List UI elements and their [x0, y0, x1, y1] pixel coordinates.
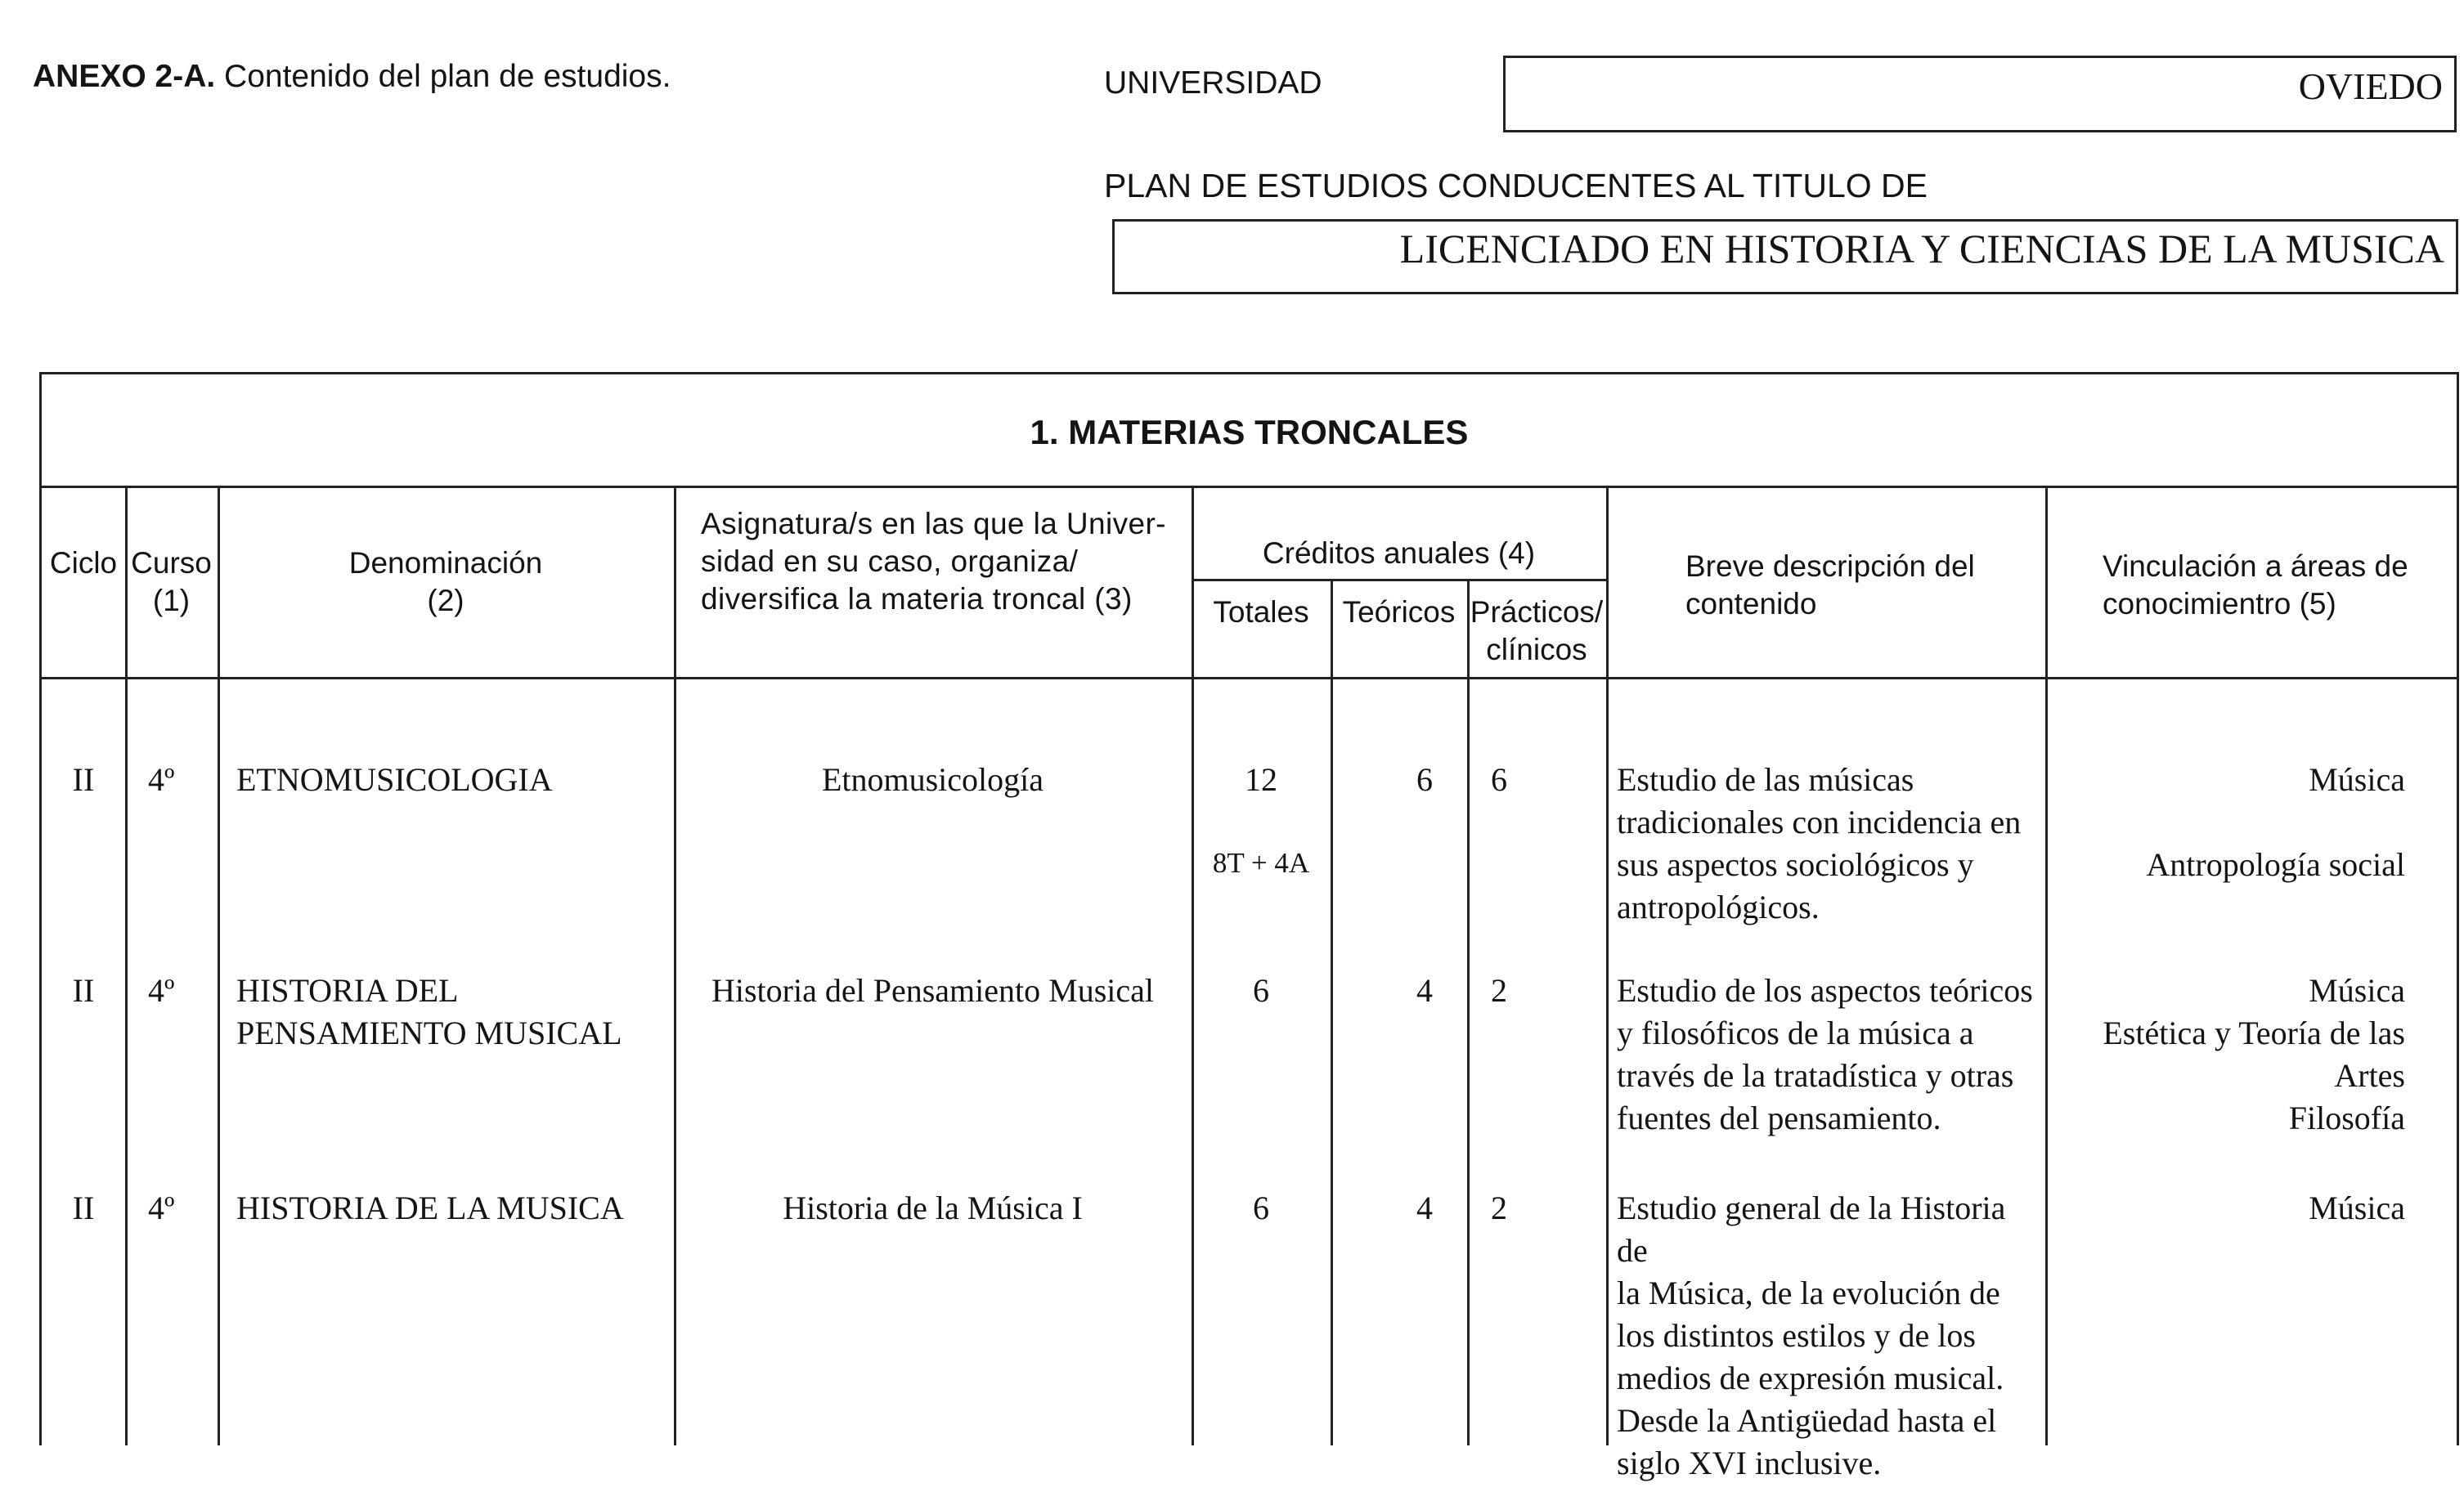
col-header-descripcion-line: Breve descripción del: [1685, 549, 1975, 583]
plan-label: PLAN DE ESTUDIOS CONDUCENTES AL TITULO DE: [1104, 167, 1928, 204]
col-header-denominacion-line: (2): [427, 584, 465, 617]
row1-practicos: 6: [1491, 761, 1507, 798]
header-bottom-divider: [42, 677, 2457, 679]
row2-denominacion-line: PENSAMIENTO MUSICAL: [236, 1015, 622, 1051]
row1-descripcion-line: antropológicos.: [1617, 889, 1820, 925]
row3-teoricos: 4: [1416, 1190, 1433, 1226]
col-header-vinculacion-line: conocimientro (5): [2103, 587, 2336, 621]
col-header-denominacion-line: Denominación: [348, 546, 543, 580]
col-divider-teoricos: [1467, 579, 1470, 1445]
row2-teoricos: 4: [1416, 972, 1433, 1009]
annex-heading: [33, 59, 671, 95]
row2-denominacion-line: HISTORIA DEL: [236, 972, 459, 1009]
row3-descripcion-line: siglo XVI inclusive.: [1617, 1445, 1882, 1481]
row2-descripcion-line: través de la tratadística y otras: [1617, 1057, 2014, 1094]
col-header-practicos-line: clínicos: [1486, 633, 1587, 666]
row3-descripcion-line: los distintos estilos y de los: [1617, 1317, 1976, 1354]
row1-asignatura: Etnomusicología: [821, 761, 1044, 798]
creditos-subheader-divider: [1192, 579, 1606, 581]
row1-area: Antropología social: [2146, 846, 2405, 883]
row3-asignatura: Historia de la Música I: [783, 1190, 1083, 1226]
row1-teoricos: 6: [1416, 761, 1433, 798]
row2-ciclo: II: [72, 972, 95, 1009]
row3-descripcion-line: Desde la Antigüedad hasta el: [1617, 1402, 1997, 1439]
col-header-descripcion: [1685, 548, 2037, 623]
row1-descripcion: [1617, 759, 2042, 929]
col-divider-curso: [218, 486, 220, 1445]
row2-descripcion: [1617, 970, 2042, 1140]
degree-title-box: [1112, 219, 2458, 294]
col-header-asignaturas-line: Asignatura/s en las que la Univer-: [701, 507, 1166, 540]
row3-curso: 4º: [148, 1190, 175, 1226]
row1-area: Música: [2309, 761, 2405, 798]
row2-practicos: 2: [1491, 972, 1507, 1009]
row2-descripcion-line: y filosóficos de la música a: [1617, 1015, 1974, 1051]
col-header-ciclo: Ciclo: [49, 546, 118, 580]
col-divider-descripcion: [2045, 486, 2048, 1445]
row2-curso: 4º: [148, 972, 175, 1009]
col-header-denominacion: [218, 544, 674, 620]
col-divider-ciclo: [125, 486, 128, 1445]
col-header-practicos: [1467, 594, 1606, 669]
col-header-descripcion-line: contenido: [1685, 587, 1817, 621]
col-header-curso-line: (1): [152, 584, 191, 617]
col-header-totales: Totales: [1213, 595, 1309, 629]
row3-ciclo: II: [72, 1190, 95, 1226]
row3-descripcion-line: Estudio general de la Historia de: [1617, 1190, 2006, 1269]
row3-descripcion-line: medios de expresión musical.: [1617, 1360, 2004, 1396]
col-divider-denominacion: [674, 486, 676, 1445]
row3-descripcion: [1617, 1187, 2042, 1485]
section-title: 1. MATERIAS TRONCALES: [1030, 413, 1469, 451]
row1-areas: [2053, 759, 2405, 886]
annex-title: Contenido del plan de estudios.: [224, 59, 671, 94]
row1-descripcion-line: tradicionales con incidencia en: [1617, 804, 2022, 840]
col-divider-totales: [1331, 579, 1333, 1445]
row1-descripcion-line: Estudio de las músicas: [1617, 761, 1914, 798]
materias-troncales-table: [39, 372, 2459, 1481]
row1-totales-note: 8T + 4A: [1212, 847, 1310, 879]
annex-label: ANEXO 2-A.: [33, 59, 216, 94]
col-header-asignaturas: [701, 505, 1192, 618]
col-header-creditos: Créditos anuales (4): [1262, 536, 1536, 570]
row3-totales: 6: [1253, 1190, 1269, 1226]
row1-denominacion: ETNOMUSICOLOGIA: [236, 761, 553, 798]
row2-area: Filosofía: [2288, 1100, 2405, 1136]
row2-area: Estética y Teoría de las: [2103, 1015, 2405, 1051]
row3-area: Música: [2309, 1190, 2405, 1226]
col-divider-practicos: [1606, 486, 1609, 1445]
col-header-curso-line: Curso: [131, 546, 212, 580]
row2-descripcion-line: fuentes del pensamiento.: [1617, 1100, 1941, 1136]
row2-denominacion: [236, 970, 622, 1055]
row3-denominacion: HISTORIA DE LA MUSICA: [236, 1190, 624, 1226]
row1-totales: 12: [1245, 761, 1277, 798]
col-header-asignaturas-line: diversifica la materia troncal (3): [701, 582, 1133, 616]
col-header-asignaturas-line: sidad en su caso, organiza/: [701, 544, 1079, 578]
row3-areas: [2053, 1187, 2405, 1230]
row1-curso: 4º: [148, 761, 175, 798]
col-header-teoricos: Teóricos: [1342, 595, 1456, 629]
row2-areas: [2053, 970, 2405, 1140]
row2-totales: 6: [1253, 972, 1269, 1009]
row1-descripcion-line: sus aspectos sociológicos y: [1617, 846, 1974, 883]
row1-area: [2053, 801, 2405, 844]
university-value: OVIEDO: [2298, 65, 2443, 107]
row3-practicos: 2: [1491, 1190, 1507, 1226]
university-label: UNIVERSIDAD: [1104, 65, 1322, 101]
row2-area: Artes: [2334, 1057, 2405, 1094]
row2-asignatura: Historia del Pensamiento Musical: [711, 972, 1154, 1009]
col-header-curso: [125, 544, 218, 620]
col-header-practicos-line: Prácticos/: [1470, 595, 1604, 629]
row3-descripcion-line: la Música, de la evolución de: [1617, 1275, 2000, 1311]
university-box: [1503, 56, 2457, 132]
col-header-vinculacion: [2103, 548, 2454, 623]
degree-title: LICENCIADO EN HISTORIA Y CIENCIAS DE LA MUSICA: [1399, 226, 2444, 271]
row1-ciclo: II: [72, 761, 95, 798]
section-title-divider: [42, 486, 2457, 488]
col-header-vinculacion-line: Vinculación a áreas de: [2103, 549, 2408, 583]
row2-area: Música: [2309, 972, 2405, 1009]
row2-descripcion-line: Estudio de los aspectos teóricos: [1617, 972, 2033, 1009]
